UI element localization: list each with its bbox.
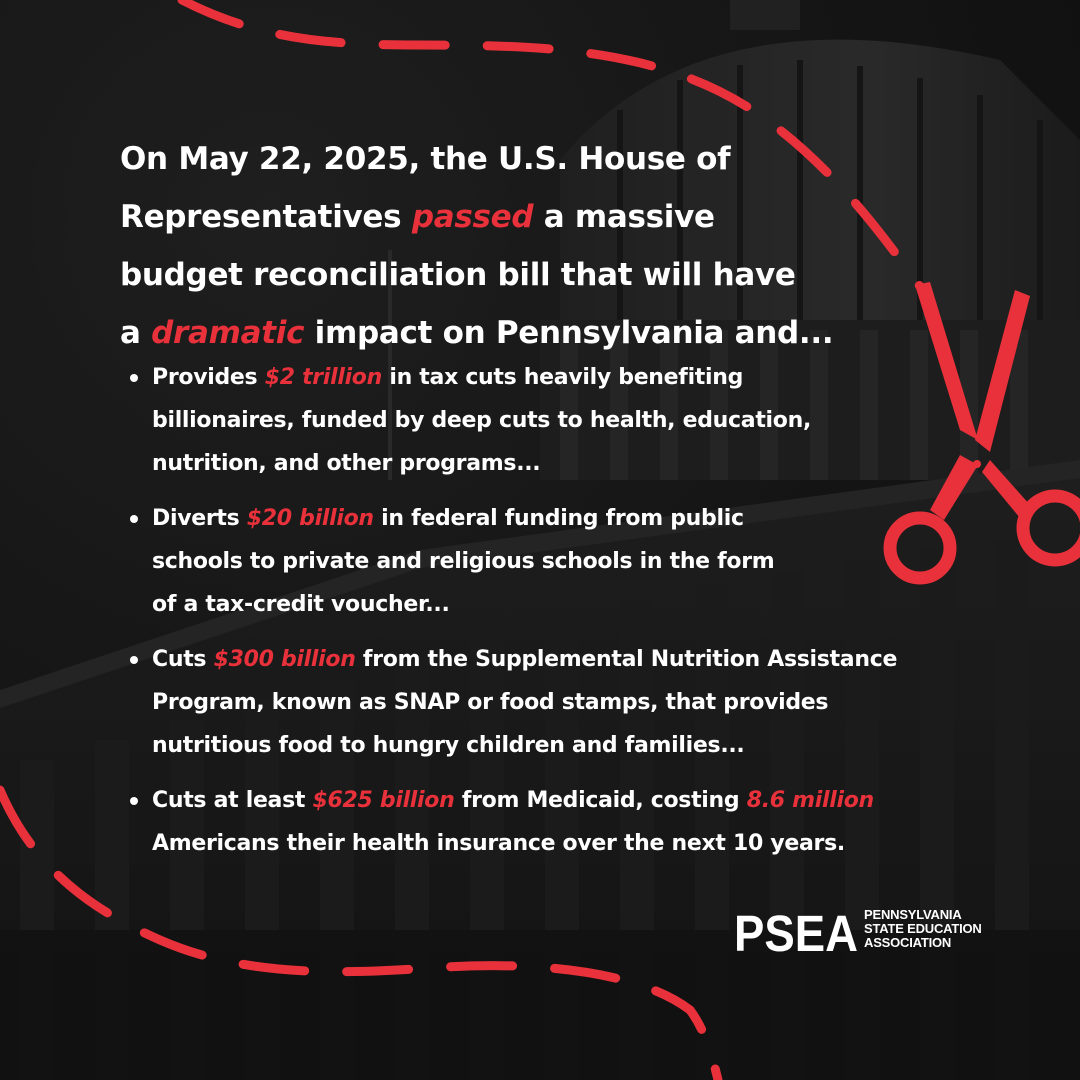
logo-line-3: ASSOCIATION [864,935,952,950]
bullet-text: in tax cuts heavily benefiting [381,365,744,390]
psea-logo-mark [734,906,860,956]
bullet-text: in federal funding from public [373,506,744,531]
bullet-list [126,356,996,877]
headline-highlight-passed: passed [411,199,534,235]
bullet-text: Provides [152,365,265,390]
psea-logo [734,906,984,956]
bullet-line: nutrition, and other programs... [152,451,541,476]
bullet-line: nutritious food to hungry children and families... [152,733,745,758]
bullet-dot-icon [130,656,138,664]
bullet-line [152,779,996,822]
bullet-text: Cuts [152,647,214,672]
bullet-line: Program, known as SNAP or food stamps, that provides [152,690,829,715]
headline-text: Representatives [120,199,412,235]
bullet-highlight: $20 billion [246,506,374,531]
bullet-text: from Medicaid, costing [454,788,747,813]
bullet-line [152,638,996,681]
bullet-text: from the Supplemental Nutrition Assistance [355,647,898,672]
logo-line-1: PENNSYLVANIA [864,907,962,922]
headline-line-2 [120,188,880,246]
headline-text: a [120,315,152,351]
headline [120,130,880,362]
bullet-dot-icon [130,374,138,382]
headline-text: impact on Pennsylvania and... [304,315,834,351]
bullet-highlight: $300 billion [213,647,356,672]
headline-highlight-dramatic: dramatic [151,315,305,351]
bullet-line [152,356,996,399]
bullet-line: of a tax-credit voucher... [152,592,450,617]
bullet-item-vouchers [126,497,996,626]
psea-logo-wordmark [864,908,982,950]
bullet-highlight: 8.6 million [746,788,874,813]
bullet-highlight: $625 billion [312,788,455,813]
bullet-text: Cuts at least [152,788,313,813]
bullet-highlight: $2 trillion [264,365,382,390]
headline-line-3: budget reconciliation bill that will have [120,257,796,293]
logo-line-2: STATE EDUCATION [864,921,982,936]
bullet-item-tax-cuts [126,356,996,485]
bullet-dot-icon [130,515,138,523]
headline-line-4 [120,304,880,362]
psea-logo-letters: PSEA [734,906,858,956]
bullet-line: billionaires, funded by deep cuts to health, education, [152,408,812,433]
bullet-line: Americans their health insurance over the next 10 years. [152,831,845,856]
bullet-dot-icon [130,797,138,805]
bullet-item-snap [126,638,996,767]
headline-text: a massive [533,199,715,235]
bullet-text: Diverts [152,506,247,531]
headline-line-1: On May 22, 2025, the U.S. House of [120,141,731,177]
bullet-line [152,497,996,540]
bullet-item-medicaid [126,779,996,865]
bullet-line: schools to private and religious schools in the form [152,549,775,574]
